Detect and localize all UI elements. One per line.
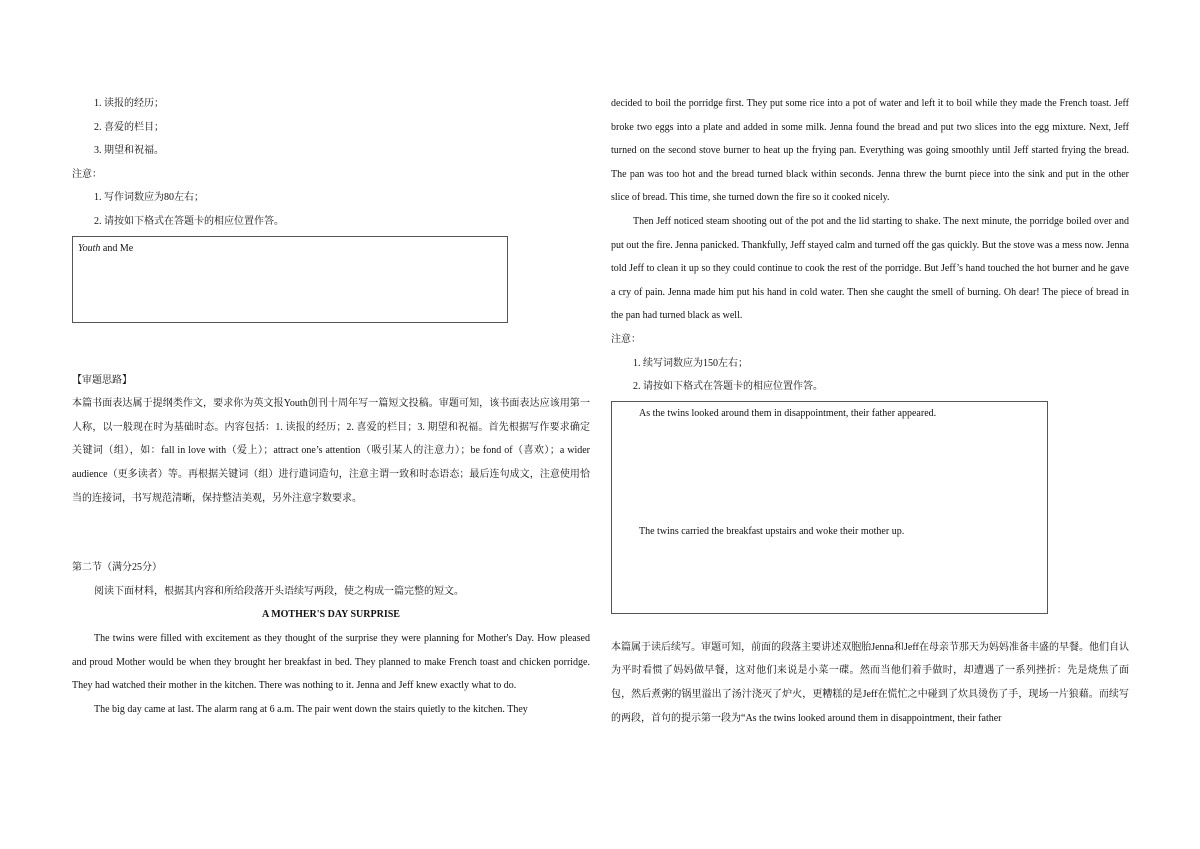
analysis-text: 本篇书面表达属于提纲类作文，要求你为英文报Youth创刊十周年写一篇短文投稿。审题可知，该书面表达应该用第一人称，以一般现在时为基础时态。内容包括：1. 读报的经历；2. 喜爱的栏目；3. 期望和祝福。首先根据写作要求确定关键词（组），如：fall in love with（爱上）；attract one’s attention（吸引某人的注意力）；be fond of（喜欢）；a wider audience（更多读者）等。再根据关键词（组）进行遣词造句，注意主谓一致和时态语态；最后连句成文，注意使用恰当的连接词，书写规范清晰，保持整洁美观，另外注意字数要求。 (72, 398, 590, 504)
story-paragraph-2-cont: decided to boil the porridge first. They put some rice into a pot of water and left it to boil while they made the French toast. Jeff broke two eggs into a plate and added in some milk. Jenna found the bread and put two slices into the egg mixture. Next, Jeff turned on the second stove burner to heat up the frying pan. Everything was going smoothly until Jeff started frying the bread. The pan was too hot and the bread turned black within seconds. Jenna threw the burnt piece into the sink and put in the other slice of bread. This time, she turned down the fire so it cooked nicely. (611, 98, 1129, 204)
outline-item-2: 2. 喜爱的栏目； (94, 121, 164, 133)
note-item-2-2: 2. 请按如下格式在答题卡的相应位置作答。 (633, 381, 823, 393)
right-column (611, 92, 1129, 730)
outline-item-3: 3. 期望和祝福。 (94, 145, 164, 157)
story-title: A MOTHER'S DAY SURPRISE (262, 609, 400, 621)
outline-item-1: 1. 读报的经历； (94, 98, 164, 109)
note-item-1: 1. 写作词数应为80左右； (94, 192, 204, 204)
story-paragraph-3: Then Jeff noticed steam shooting out of the pot and the lid starting to shake. The next minute, the porridge boiled over and put out the fire. Jenna panicked. Thankfully, Jeff stayed calm and turned off the gas quickly. But the stove was a mess now. Jenna told Jeff to clean it up so they could continue to cook the rest of the porridge. But Jeff’s hand touched the hot burner and he gave a cry of pain. Jenna made him put his hand in cold water. Then she caught the smell of burning. Oh dear! The piece of bread in the pan had turned black as well. (611, 215, 1129, 322)
note-label-2: 注意： (611, 333, 641, 345)
note-label: 注意： (72, 168, 102, 180)
note-item-2: 2. 请按如下格式在答题卡的相应位置作答。 (94, 215, 284, 227)
box-paragraph-2-start: The twins carried the breakfast upstairs and woke their mother up. (639, 525, 905, 537)
answer-box-title: Youth and Me (78, 242, 134, 254)
section-instruction: 阅读下面材料，根据其内容和所给段落开头语续写两段，使之构成一篇完整的短文。 (94, 585, 464, 597)
section-heading: 第二节（满分25分） (72, 562, 162, 574)
note-item-2-1: 1. 续写词数应为150左右； (633, 357, 748, 369)
answer-box-continuation (611, 401, 1048, 614)
answer-box-essay (72, 236, 508, 323)
story-paragraph-2: The big day came at last. The alarm rang at 6 a.m. The pair went down the stairs quietly to the kitchen. They (94, 703, 528, 715)
analysis-heading: 【审题思路】 (72, 374, 132, 386)
analysis-text-2: 本篇属于读后续写。审题可知，前面的段落主要讲述双胞胎Jenna和Jeff在母亲节那天为妈妈准备丰盛的早餐。他们自认为平时看惯了妈妈做早餐，这对他们来说是小菜一碟。然而当他们着手做时，却遭遇了一系列挫折：先是烧焦了面包，然后煮粥的锅里溢出了汤汁浇灭了炉火，更糟糕的是Jeff在慌忙之中碰到了炊具烫伤了手，现场一片狼藉。而续写的两段，首句的提示第一段为“As the twins looked around them in disappointment, their father (611, 641, 1129, 724)
box-paragraph-1-start: As the twins looked around them in disappointment, their father appeared. (639, 407, 937, 419)
left-column (72, 92, 590, 721)
story-paragraph-1: The twins were filled with excitement as they thought of the surprise they were planning for Mother's Day. How pleased and proud Mother would be when they brought her breakfast in bed. They planned to make French toast and chicken porridge. They had watched their mother in the kitchen. There was nothing to it. Jenna and Jeff knew exactly what to do. (72, 632, 590, 692)
